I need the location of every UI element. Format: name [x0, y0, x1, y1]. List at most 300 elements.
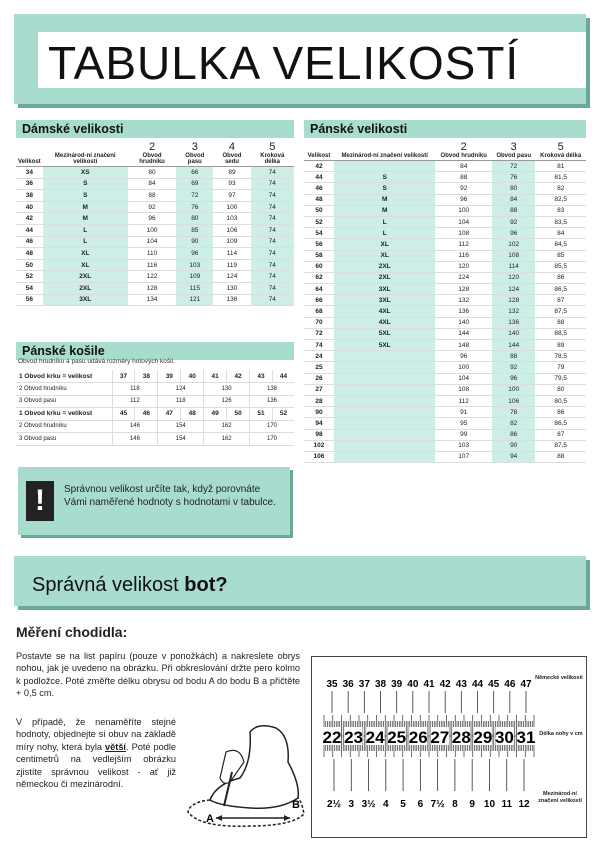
- table-cell: 124: [492, 284, 535, 295]
- table-cell: 56: [304, 239, 334, 250]
- table-cell: 54: [304, 228, 334, 239]
- table-cell: 144: [435, 328, 492, 339]
- cm-label: 25: [387, 728, 407, 747]
- table-cell: 86,5: [535, 284, 586, 295]
- table-cell: 102: [304, 440, 334, 451]
- table-cell: 72: [176, 190, 213, 202]
- table-cell: 3XL: [334, 284, 435, 295]
- table-cell: 4XL: [334, 306, 435, 317]
- table-cell: 48: [181, 408, 204, 421]
- table-cell: 50: [304, 205, 334, 216]
- table-cell: 124: [158, 383, 204, 396]
- table-cell: 3XL: [334, 295, 435, 306]
- cm-label: 27: [430, 728, 450, 747]
- table-cell: 66: [176, 167, 213, 179]
- table-cell: 115: [176, 282, 213, 294]
- table-cell: 72: [304, 328, 334, 339]
- foot-tracing-illustration: [180, 722, 308, 834]
- shirts-table: [16, 370, 294, 446]
- table-cell: M: [43, 213, 128, 225]
- table-cell: 109: [176, 271, 213, 283]
- table-cell: L: [334, 228, 435, 239]
- table-cell: 136: [250, 395, 294, 408]
- table-cell: 74: [251, 167, 294, 179]
- table-cell: 34: [16, 167, 43, 179]
- col-inseam: 5 Kroková délka: [251, 140, 294, 167]
- measure-heading: Měření chodidla:: [16, 624, 128, 640]
- table-cell: 132: [492, 306, 535, 317]
- table-cell: 74: [251, 190, 294, 202]
- table-cell: 79: [535, 362, 586, 373]
- table-cell: 28: [304, 395, 334, 406]
- german-sizes-label: Německé velikosti: [535, 675, 583, 681]
- table-cell: [334, 384, 435, 395]
- table-cell: 154: [158, 433, 204, 446]
- table-cell: [334, 440, 435, 451]
- intl-size-label: 7½: [430, 799, 445, 810]
- intl-size-label: 3½: [361, 799, 376, 810]
- table-cell: 3XL: [43, 294, 128, 306]
- table-row: [304, 216, 586, 227]
- table-cell: 114: [213, 248, 250, 260]
- german-size-label: 40: [407, 679, 419, 690]
- table-cell: 85: [535, 250, 586, 261]
- table-row: [304, 440, 586, 451]
- table-cell: 68: [304, 306, 334, 317]
- table-cell: S: [43, 178, 128, 190]
- table-cell: 54: [16, 282, 43, 294]
- exclamation-icon: !: [26, 481, 54, 521]
- german-size-label: 37: [358, 679, 370, 690]
- table-cell: 86: [535, 407, 586, 418]
- table-cell: 84: [535, 228, 586, 239]
- table-cell: 103: [176, 259, 213, 271]
- table-cell: 42: [227, 370, 250, 383]
- table-cell: 144: [492, 340, 535, 351]
- table-cell: 78,5: [535, 351, 586, 362]
- table-cell: 74: [304, 340, 334, 351]
- table-cell: 76: [176, 201, 213, 213]
- table-cell: [334, 429, 435, 440]
- table-cell: 108: [435, 228, 492, 239]
- table-row: [16, 167, 294, 179]
- table-cell: 107: [435, 451, 492, 462]
- table-cell: 36: [16, 178, 43, 190]
- table-cell: XS: [43, 167, 128, 179]
- table-cell: 44: [16, 224, 43, 236]
- table-cell: 42: [16, 213, 43, 225]
- table-cell: 90: [176, 236, 213, 248]
- table-cell: 52: [16, 271, 43, 283]
- table-row: [16, 190, 294, 202]
- table-row: [304, 228, 586, 239]
- shoes-title: Správná velikost bot?: [32, 574, 228, 596]
- table-cell: 2XL: [334, 272, 435, 283]
- table-cell: 119: [213, 259, 250, 271]
- table-cell: 99: [435, 429, 492, 440]
- row-label: 1 Obvod krku = velikost: [16, 370, 112, 383]
- table-cell: 48: [304, 194, 334, 205]
- table-cell: 74: [251, 294, 294, 306]
- col-waist: 3 Obvod pasu: [176, 140, 213, 167]
- title-banner: [14, 14, 586, 104]
- table-cell: 96: [492, 373, 535, 384]
- intl-size-label: 10: [483, 799, 496, 810]
- table-cell: 5XL: [334, 328, 435, 339]
- table-row: [304, 362, 586, 373]
- table-cell: 118: [158, 395, 204, 408]
- table-cell: 86: [492, 429, 535, 440]
- table-cell: 74: [251, 259, 294, 271]
- table-cell: 170: [250, 433, 294, 446]
- table-row: [304, 172, 586, 183]
- table-cell: 109: [213, 236, 250, 248]
- table-cell: 92: [435, 183, 492, 194]
- table-cell: 70: [304, 317, 334, 328]
- table-cell: M: [334, 205, 435, 216]
- table-cell: 130: [213, 282, 250, 294]
- table-cell: 48: [16, 248, 43, 260]
- table-cell: [334, 451, 435, 462]
- table-cell: 104: [435, 216, 492, 227]
- table-cell: 92: [128, 201, 176, 213]
- table-cell: 49: [204, 408, 227, 421]
- table-row: [304, 395, 586, 406]
- table-cell: 84: [492, 194, 535, 205]
- table-cell: [334, 351, 435, 362]
- col-intl: Mezinárod-ní značení velikostí: [43, 140, 128, 167]
- table-cell: 114: [492, 261, 535, 272]
- table-row: [16, 224, 294, 236]
- foot-length-label: Délka nohy v cm: [539, 731, 583, 737]
- table-cell: 128: [128, 282, 176, 294]
- table-cell: 82: [492, 418, 535, 429]
- table-cell: 106: [213, 224, 250, 236]
- table-cell: 62: [304, 272, 334, 283]
- table-row: [16, 178, 294, 190]
- table-cell: 87,5: [535, 440, 586, 451]
- table-cell: XL: [334, 250, 435, 261]
- table-cell: 46: [304, 183, 334, 194]
- table-row: [304, 407, 586, 418]
- table-row: [16, 201, 294, 213]
- german-size-label: 44: [471, 679, 484, 690]
- table-cell: 124: [213, 271, 250, 283]
- table-row: [16, 294, 294, 306]
- table-cell: 103: [213, 213, 250, 225]
- german-size-label: 45: [488, 679, 500, 690]
- table-cell: 60: [304, 261, 334, 272]
- label-b: B: [292, 799, 300, 811]
- row-label: 3 Obvod pasu: [16, 395, 112, 408]
- col-inseam: 5 Kroková délka: [535, 140, 586, 161]
- table-cell: 41: [204, 370, 227, 383]
- table-cell: 39: [158, 370, 181, 383]
- measure-paragraph-1: Postavte se na list papíru (pouze v ponožkách) a nakreslete obrys nohou, jak je uvedeno na obrázku. Při obkreslování držte pero kolmo k podložce. Poté změřte délku obrysu od bodu A do bodu B a přičtěte + 0,5 cm.: [16, 651, 300, 699]
- table-cell: 74: [251, 201, 294, 213]
- intl-size-label: 6: [417, 799, 424, 810]
- intl-size-label: 3: [348, 799, 355, 810]
- table-cell: 90: [304, 407, 334, 418]
- table-cell: 74: [251, 248, 294, 260]
- table-cell: 94: [492, 451, 535, 462]
- shirts-subtitle: Obvod hrudníku a pasu udává rozměry hotových košil.: [18, 358, 175, 365]
- shirt-size-row: [16, 370, 294, 383]
- table-cell: 88: [535, 451, 586, 462]
- table-cell: 83: [535, 205, 586, 216]
- table-cell: 74: [251, 213, 294, 225]
- measure-paragraph-2: V případě, že nenaměříte stejné hodnoty, objednejte si obuv na základě míry nohy, která byla větší. Poté podle centimetrů na vedlejším obrázku zjistíte správnou velikost - ať již německou či mezinárodní.: [16, 717, 176, 790]
- table-row: [16, 259, 294, 271]
- shirt-size-row: [16, 408, 294, 421]
- german-size-label: 35: [326, 679, 338, 690]
- table-cell: 64: [304, 284, 334, 295]
- table-cell: 80: [535, 384, 586, 395]
- table-row: [304, 418, 586, 429]
- table-cell: 44: [272, 370, 294, 383]
- table-cell: 92: [492, 362, 535, 373]
- intl-sizes-label: Mezinárod-ní značení velikostí: [538, 791, 582, 804]
- table-cell: 82,5: [535, 194, 586, 205]
- page-title: TABULKA VELIKOSTÍ: [48, 37, 520, 89]
- intl-size-label: 8: [452, 799, 458, 810]
- table-cell: 74: [251, 236, 294, 248]
- cm-label: 22: [322, 728, 342, 747]
- german-size-label: 47: [520, 679, 532, 690]
- table-cell: L: [334, 216, 435, 227]
- table-cell: 95: [435, 418, 492, 429]
- table-cell: 96: [128, 213, 176, 225]
- table-row: [304, 284, 586, 295]
- table-cell: 128: [435, 284, 492, 295]
- table-cell: 38: [16, 190, 43, 202]
- table-cell: 45: [112, 408, 135, 421]
- table-cell: 43: [250, 370, 273, 383]
- table-row: [16, 248, 294, 260]
- table-cell: 74: [251, 224, 294, 236]
- table-cell: 122: [128, 271, 176, 283]
- table-row: [16, 236, 294, 248]
- table-cell: 58: [304, 250, 334, 261]
- table-cell: 108: [492, 250, 535, 261]
- table-cell: 82: [535, 183, 586, 194]
- table-cell: 112: [112, 395, 158, 408]
- table-cell: 162: [204, 433, 250, 446]
- table-cell: 100: [213, 201, 250, 213]
- table-cell: [334, 373, 435, 384]
- table-cell: 136: [213, 294, 250, 306]
- table-cell: [334, 395, 435, 406]
- table-cell: 154: [158, 420, 204, 433]
- table-cell: 102: [492, 239, 535, 250]
- women-heading: Dámské velikosti: [16, 120, 294, 138]
- table-cell: 88: [492, 351, 535, 362]
- table-cell: 97: [213, 190, 250, 202]
- table-cell: M: [334, 194, 435, 205]
- table-cell: 88: [492, 205, 535, 216]
- women-size-table: [16, 140, 294, 306]
- table-cell: 87: [535, 295, 586, 306]
- table-cell: 96: [435, 194, 492, 205]
- table-cell: 37: [112, 370, 135, 383]
- table-cell: 4XL: [334, 317, 435, 328]
- table-cell: 79,5: [535, 373, 586, 384]
- table-cell: 100: [435, 362, 492, 373]
- table-cell: 88: [535, 317, 586, 328]
- cm-label: 31: [516, 728, 536, 747]
- col-chest: 2 Obvod hrudníku: [435, 140, 492, 161]
- table-cell: 24: [304, 351, 334, 362]
- table-row: [304, 384, 586, 395]
- table-cell: 85,5: [535, 261, 586, 272]
- table-cell: 87: [535, 429, 586, 440]
- table-cell: 69: [176, 178, 213, 190]
- note-text: Správnou velikost určíte tak, když porovnáte Vámi naměřené hodnoty s hodnotami v tabulce.: [64, 484, 276, 508]
- table-cell: 146: [112, 433, 158, 446]
- table-row: [304, 340, 586, 351]
- table-cell: 106: [492, 395, 535, 406]
- table-cell: M: [43, 201, 128, 213]
- table-cell: 93: [213, 178, 250, 190]
- table-cell: 100: [128, 224, 176, 236]
- table-cell: 136: [435, 306, 492, 317]
- men-size-table: [304, 140, 586, 463]
- table-cell: 80: [176, 213, 213, 225]
- col-chest: 2 Obvod hrudníku: [128, 140, 176, 167]
- table-cell: 98: [304, 429, 334, 440]
- table-cell: 80: [492, 183, 535, 194]
- table-cell: S: [334, 172, 435, 183]
- table-cell: 96: [492, 228, 535, 239]
- row-label: 3 Obvod pasu: [16, 433, 112, 446]
- cm-label: 23: [344, 728, 364, 747]
- table-cell: 132: [435, 295, 492, 306]
- intl-size-label: 11: [501, 799, 513, 810]
- table-cell: 96: [176, 248, 213, 260]
- table-cell: 89: [535, 340, 586, 351]
- shirt-measure-row: [16, 395, 294, 408]
- table-cell: 25: [304, 362, 334, 373]
- table-cell: 84: [128, 178, 176, 190]
- table-cell: 46: [16, 236, 43, 248]
- table-row: [16, 213, 294, 225]
- table-cell: 40: [181, 370, 204, 383]
- men-heading: Pánské velikosti: [304, 120, 586, 138]
- table-cell: 140: [492, 328, 535, 339]
- table-cell: XL: [334, 239, 435, 250]
- table-cell: 94: [304, 418, 334, 429]
- table-cell: 78: [492, 407, 535, 418]
- table-cell: 72: [492, 161, 535, 172]
- table-cell: 52: [272, 408, 294, 421]
- table-row: [304, 306, 586, 317]
- cm-label: 28: [451, 728, 471, 747]
- table-row: [304, 272, 586, 283]
- german-size-label: 42: [439, 679, 451, 690]
- col-hip: 4 Obvod sedu: [213, 140, 250, 167]
- table-cell: 83,5: [535, 216, 586, 227]
- intl-size-label: 2½: [327, 799, 341, 810]
- table-cell: [334, 418, 435, 429]
- intl-size-label: 12: [518, 799, 530, 810]
- table-cell: 56: [16, 294, 43, 306]
- table-cell: 46: [135, 408, 158, 421]
- table-cell: 80,5: [535, 395, 586, 406]
- table-cell: 2XL: [43, 271, 128, 283]
- table-cell: 74: [251, 271, 294, 283]
- table-row: [304, 317, 586, 328]
- table-cell: 91: [435, 407, 492, 418]
- table-row: [304, 328, 586, 339]
- table-cell: 90: [492, 440, 535, 451]
- table-cell: 96: [435, 351, 492, 362]
- german-size-label: 46: [504, 679, 516, 690]
- table-cell: XL: [43, 248, 128, 260]
- table-cell: XL: [43, 259, 128, 271]
- shirt-measure-row: [16, 433, 294, 446]
- table-cell: 44: [304, 172, 334, 183]
- table-cell: 88: [128, 190, 176, 202]
- table-cell: 103: [435, 440, 492, 451]
- table-cell: 81,5: [535, 172, 586, 183]
- table-cell: 112: [435, 239, 492, 250]
- shirt-measure-row: [16, 420, 294, 433]
- table-cell: 112: [435, 395, 492, 406]
- table-cell: 108: [435, 384, 492, 395]
- table-cell: 124: [435, 272, 492, 283]
- table-cell: 87,5: [535, 306, 586, 317]
- table-cell: 84,5: [535, 239, 586, 250]
- table-cell: 86: [535, 272, 586, 283]
- table-cell: 106: [304, 451, 334, 462]
- table-cell: 74: [251, 282, 294, 294]
- table-cell: 104: [128, 236, 176, 248]
- shoe-size-ruler: [311, 656, 587, 838]
- col-waist: 3 Obvod pasu: [492, 140, 535, 161]
- cm-label: 24: [365, 728, 385, 747]
- table-row: [304, 373, 586, 384]
- table-cell: 26: [304, 373, 334, 384]
- table-cell: 50: [16, 259, 43, 271]
- table-cell: 148: [435, 340, 492, 351]
- table-row: [304, 261, 586, 272]
- table-cell: 100: [492, 384, 535, 395]
- table-cell: 110: [128, 248, 176, 260]
- table-cell: 47: [158, 408, 181, 421]
- table-cell: 52: [304, 216, 334, 227]
- note-box: [18, 467, 290, 535]
- table-row: [304, 295, 586, 306]
- table-cell: 27: [304, 384, 334, 395]
- table-cell: 116: [128, 259, 176, 271]
- table-cell: [334, 362, 435, 373]
- table-cell: 76: [492, 172, 535, 183]
- cm-label: 30: [494, 728, 514, 747]
- table-cell: 92: [492, 216, 535, 227]
- table-cell: 88: [435, 172, 492, 183]
- table-cell: 80: [128, 167, 176, 179]
- table-cell: 100: [435, 205, 492, 216]
- table-cell: 138: [250, 383, 294, 396]
- table-cell: 51: [250, 408, 273, 421]
- table-cell: 118: [112, 383, 158, 396]
- shoes-banner: [14, 556, 586, 606]
- intl-size-label: 5: [400, 799, 406, 810]
- table-cell: 38: [135, 370, 158, 383]
- table-cell: 40: [16, 201, 43, 213]
- table-cell: 66: [304, 295, 334, 306]
- table-row: [16, 282, 294, 294]
